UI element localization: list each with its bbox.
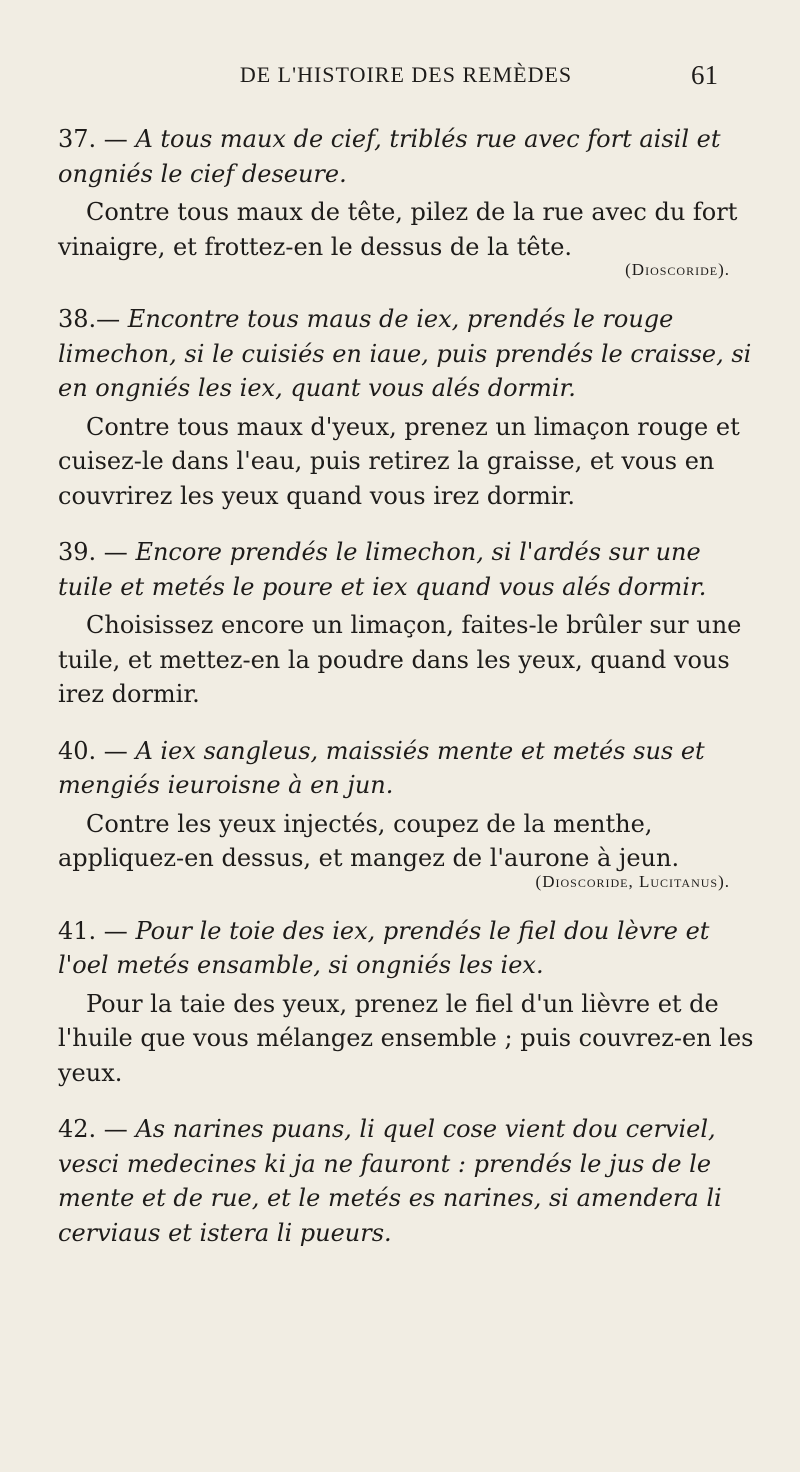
entry-number: 40. — — [58, 736, 136, 765]
entry-number: 39. — — [58, 538, 136, 566]
entry-41 — [58, 914, 754, 1091]
modern-french-text: Contre les yeux injectés, coupez de la menthe, appliquez-en dessus, et mangez de l'aurone à jeun. — [58, 809, 680, 872]
old-french-sentence: As narines puans, li quel cose vient dou cerviel, vesci medecines ki ja ne fauront : prendés le jus de le mente et de rue, et le metés es narines, si amendera li cerviaus et istera li pueurs. — [58, 1115, 722, 1247]
old-french-sentence: A tous maux de cief, triblés rue avec fort aisil et ongniés le cief deseure. — [58, 125, 721, 188]
modern-french-text: Choisissez encore un limaçon, faites-le brûler sur une tuile, et mettez-en la poudre dans les yeux, quand vous irez dormir. — [58, 611, 742, 708]
running-head — [58, 62, 754, 102]
old-french-sentence: Pour le toie des iex, prendés le fiel dou lèvre et l'oel metés ensamble, si ongniés les iex. — [58, 916, 710, 979]
entry-number: 38.— — [58, 305, 128, 333]
old-french-text — [58, 734, 754, 803]
old-french-text — [58, 302, 754, 406]
source-citation: (Dioscoride, Lucitanus). — [535, 871, 730, 891]
old-french-sentence: Encontre tous maus de iex, prendés le rouge limechon, si le cuisiés en iaue, puis prendés le craisse, si en ongniés les iex, quant vous alés dormir. — [58, 305, 752, 402]
old-french-sentence: Encore prendés le limechon, si l'ardés sur une tuile et metés le poure et iex quand vous alés dormir. — [58, 538, 707, 601]
entry-number: 37. — — [58, 125, 136, 153]
old-french-text — [58, 122, 754, 191]
old-french-sentence: A iex sangleus, maissiés mente et metés sus et mengiés ieuroisne à en jun. — [58, 736, 705, 799]
page-number: 61 — [691, 60, 718, 90]
entry-number: 42. — — [58, 1115, 136, 1143]
entry-37 — [58, 122, 754, 280]
source-citation: (Dioscoride). — [625, 260, 730, 279]
entry-38 — [58, 302, 754, 513]
running-title: DE L'HISTOIRE DES REMÈDES — [239, 62, 573, 87]
old-french-text — [58, 914, 754, 983]
entry-42 — [58, 1112, 754, 1250]
entry-40 — [58, 734, 754, 892]
modern-french-text: Contre tous maux d'yeux, prenez un limaçon rouge et cuisez-le dans l'eau, puis retirez la graisse, et vous en couvrirez les yeux quand vous irez dormir. — [58, 412, 740, 510]
entry-number: 41. — — [58, 916, 136, 945]
old-french-text — [58, 1112, 754, 1250]
modern-french-text: Contre tous maux de tête, pilez de la rue avec du fort vinaigre, et frottez-en le dessus de la tête. — [58, 198, 738, 261]
old-french-text — [58, 535, 754, 604]
entry-39 — [58, 535, 754, 712]
modern-french-text: Pour la taie des yeux, prenez le fiel d'un lièvre et de l'huile que vous mélangez ensemble ; puis couvrez-en les yeux. — [58, 989, 754, 1087]
